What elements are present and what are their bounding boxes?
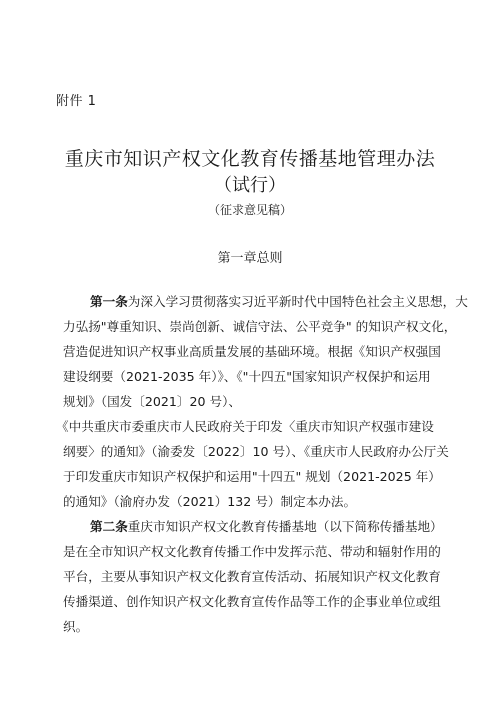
article-1-line-4: 建设纲要（2021-2035 年）》、《"十四五"国家知识产权保护和运用: [63, 369, 431, 384]
article-1-line-7: 纲要〉的通知》（渝委发〔2022〕10 号）、《重庆市人民政府办公厅关: [63, 444, 449, 459]
chapter-heading: 第一章总则: [217, 251, 283, 266]
document-subtitle: （试行）: [214, 175, 286, 196]
article-1-line-6: 《中共重庆市委重庆市人民政府关于印发〈重庆市知识产权强市建设: [56, 419, 434, 434]
article-1-line-2: 力弘扬"尊重知识、崇尚创新、诚信守法、公平竞争" 的知识产权文化，: [63, 319, 457, 334]
article-1-line-5: 规划》（国发〔2021〕20 号）、: [63, 394, 242, 409]
article-1-label: 第一条: [90, 294, 128, 309]
article-2-line-1: [90, 519, 443, 535]
article-2-line-2: 是在全市知识产权文化教育传播工作中发挥示范、带动和辐射作用的: [63, 544, 441, 559]
draft-note: （征求意见稿）: [207, 203, 292, 217]
article-1-line-9: 的通知》（渝府办发（2021）132 号）制定本办法。: [63, 494, 357, 509]
article-2-line-3: 平台，主要从事知识产权文化教育宣传活动、拓展知识产权文化教育: [63, 569, 441, 584]
article-2-line-5: 织。: [63, 619, 89, 634]
article-2-text: 重庆市知识产权文化教育传播基地（以下简称传播基地）: [127, 519, 443, 534]
article-2-label: 第二条: [90, 519, 128, 534]
article-1-line-1: [90, 294, 468, 310]
document-title: 重庆市知识产权文化教育传播基地管理办法: [64, 148, 436, 170]
article-1-line-8: 于印发重庆市知识产权保护和运用"十四五" 规划（2021-2025 年）: [63, 469, 441, 484]
attachment-label: 附件 1: [56, 94, 97, 109]
article-2-line-4: 传播渠道、创作知识产权文化教育宣传作品等工作的企事业单位或组: [63, 594, 441, 609]
article-1-text: 为深入学习贯彻落实习近平新时代中国特色社会主义思想，大: [127, 294, 468, 309]
article-1-line-3: 营造促进知识产权事业高质量发展的基础环境。根据《知识产权强国: [63, 344, 441, 359]
